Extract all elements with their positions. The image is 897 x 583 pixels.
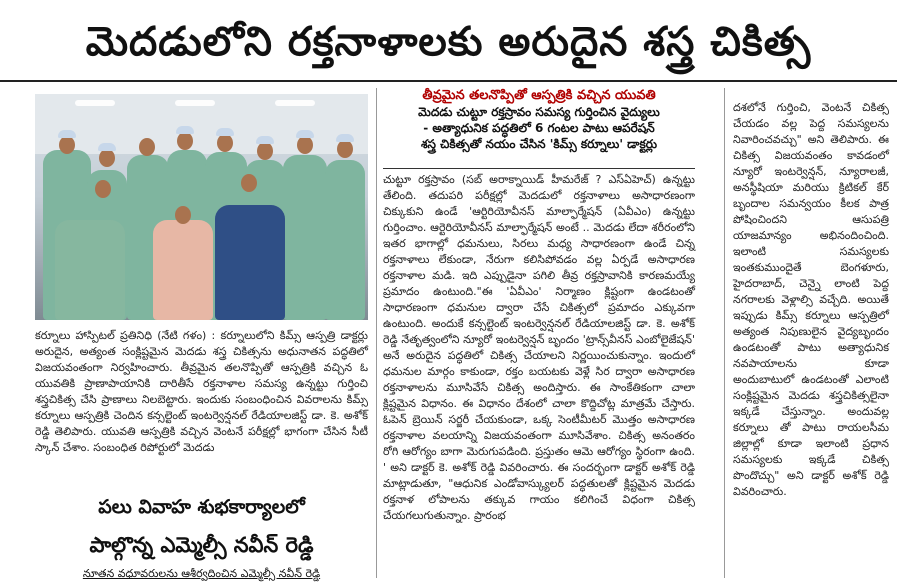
seated-doctor-figure [55, 220, 125, 320]
ad-heading-line1: పలు వివాహ శుభకార్యాలలో [98, 496, 305, 518]
person-head [257, 142, 273, 160]
doctor-figure [283, 155, 327, 320]
person-head [175, 206, 191, 224]
subheadline-rule [383, 168, 695, 169]
subheadline: మెదడు చుట్టూ రక్తస్రావం సమస్య గుర్తించిన వైద్యులు [418, 105, 660, 119]
news-photo [35, 94, 368, 320]
subheadline: శస్త్ర చికిత్సతో నయం చేసిన 'కిమ్స్ కర్నూలు' డాక్టర్లు [420, 137, 658, 151]
surgical-cap [58, 130, 76, 138]
headline: మెదడులోని రక్తనాళాలకు అరుదైన శస్త్ర చికిత్స [85, 19, 812, 65]
surgical-cap [256, 136, 274, 144]
article-paragraph: కర్నూలు హాస్పిటల్ ప్రతినిధి (నేటి గళం) : కర్నూలులోని కిమ్స్ ఆస్పత్రి డాక్టర్లు అరుదైన, అత్యంత సంక్లిష్టమైన మెదడు శస్త్ర చికిత్సను అధునాతన పద్ధతిలో విజయవంతంగా నిర్వహించారు. తీవ్రమైన తలనొప్పితో ఆస్పత్రికి వచ్చిన ఓ యువతికి ప్రాణాపాయానికి దారితీసే రక్తనాళాల సమస్య ఉన్నట్టు గుర్తించి శస్త్రచికిత్స చేసి ప్రాణాలు నిలబెట్టారు. ఇందుకు సంబంధించిన వివరాలను కిమ్స్ కర్నూలు ఆస్పత్రికి చెందిన కన్సల్టెంట్ ఇంటర్వెన్షనల్ రేడియాలజిస్ట్ డా. కె. అశోక్ రెడ్డి తెలిపారు. యువతి ఆస్పత్రికి వచ్చిన వెంటనే పరీక్షల్లో భాగంగా చేసిన సీటీ స్కాన్ చేశాం. సంబంధిత రిపోర్టులో మెదడు [35, 329, 368, 454]
surgical-cap [98, 143, 116, 151]
ad-subheading: నూతన వధూవరులను ఆశీర్వదించిన ఎమ్మెల్సీ నవీన్ రెడ్డి [82, 567, 321, 580]
article-column-3 [733, 100, 889, 500]
column-divider [376, 88, 377, 578]
article-column-1 [35, 328, 368, 456]
article-paragraph: చుట్టూ రక్తస్రావం (సబ్ అరాక్నాయిడ్ హీమరేజ్ ? ఎస్ఏహెచ్) ఉన్నట్టు తేలింది. తదుపరి పరీక్షల్లో మెదడులో రక్తనాళాలు అసాధారణంగా చిక్కుకుని ఉండే 'ఆర్టిరియోవీనస్ మాల్ఫార్మేషన్ (ఏవీఎం) ఉన్నట్టు గుర్తించాం. ఆర్టెరియోవీనస్ మాల్ఫార్మేషన్ అంటే .. మెదడు లేదా శరీరంలోని ఇతర భాగాల్లో ధమనులు, సిరలు మధ్య సాధారణంగా ఉండే చిన్న రక్తనాళాలు లేకుండా, నేరుగా కలిసిపోవడం వల్ల ఏర్పడే అసాధారణ రక్తనాళాల మడి. ఇది ఎప్పుడైనా పగిలి తీవ్ర రక్తస్రావానికి కారణమయ్యే ప్రమాదం ఉంటుంది."ఈ 'ఏవీఎం' నిర్మాణం క్లిష్టంగా ఉండటంతో సాధారణంగా ధమనుల ద్వారా చేసే చికిత్సలో ప్రమాదం ఎక్కువగా ఉంటుంది. అందుకే కన్సల్టెంట్ ఇంటర్వెన్షనల్ రేడియాలజిస్ట్ డా. కె. అశోక్ రెడ్డి నేతృత్వంలోని న్యూరో ఇంటర్వెన్షన్ బృందం 'ట్రాన్స్‌వీనస్ ఎంబోలైజేషన్' అనే అరుదైన పద్ధతిలో చికిత్స చేయాలని నిర్ణయించుకున్నాం. ఇందులో ధమనుల మార్గం కాకుండా, రక్తం బయటకు వెళ్లే సిర ద్వారా అసాధారణ రక్తనాళాలను మూసివేసే చికిత్స అందిస్తారు. ఈ సాంకేతికంగా చాలా క్లిష్టమైన విధానం. ఈ విధానం దేశంలో చాలా కొద్దిచోట్ల మాత్రమే చేస్తారు. ఓపెన్ బ్రెయిన్ సర్జరీ చేయకుండా, ఒక్క సెంటీమీటర్ మొత్తం అసాధారణ రక్తనాళాల వలయాన్ని విజయవంతంగా మూసివేశాం. చికిత్స అనంతరం రోగి ఆరోగ్యం బాగా మెరుగుపడింది. ప్రస్తుతం ఆమె ఆరోగ్యం స్థిరంగా ఉంది. ' అని డాక్టర్ కె. అశోక్ రెడ్డి వివరించారు. ఈ సందర్భంగా డాక్టర్ అశోక్ రెడ్డి మాట్లాడుతూ, "ఆధునిక ఎండోవాస్క్యులర్ పద్ధతులతో క్లిష్టమైన మెదడు రక్తనాళ లోపాలను తక్కువ గాయం కలిగించే విధంగా చికిత్స చేయగలుగుతున్నాం. ప్రారంభ [383, 173, 696, 522]
ceiling-light [275, 100, 315, 106]
subheadline: - అత్యాధునిక పద్ధతిలో 6 గంటల పాటు ఆపరేషన్ [423, 121, 655, 135]
surgical-cap [216, 128, 234, 136]
surgical-cap [176, 126, 194, 134]
seated-doctor-figure [215, 205, 285, 320]
person-head [139, 138, 155, 156]
person-head [297, 136, 313, 154]
subheadline-block [383, 88, 695, 152]
person-head [337, 140, 353, 158]
person-head [59, 136, 75, 154]
ceiling-light [175, 100, 215, 106]
surgical-cap [336, 134, 354, 142]
surgical-cap [296, 130, 314, 138]
headline-rule [0, 80, 897, 82]
person-head [95, 180, 111, 198]
person-head [217, 134, 233, 152]
article-column-2 [383, 172, 695, 524]
doctor-figure [325, 160, 365, 320]
subheadline: తీవ్రమైన తలనొప్పితో ఆస్పత్రికి వచ్చిన యువతి [422, 88, 656, 103]
person-head [241, 174, 257, 192]
person-head [99, 149, 115, 167]
column-divider [724, 88, 725, 578]
article-paragraph: దశలోనే గుర్తించి, వెంటనే చికిత్స చేయడం వల్ల పెద్ద సమస్యలను నివారించవచ్చు" అని తెలిపారు. ఈ చికిత్స విజయవంతం కావడంలో న్యూరో ఇంటర్వెన్షన్, న్యూరాలజీ, అనస్థీషియా మరియు క్రిటికల్ కేర్ బృందాల సమన్వయం కీలక పాత్ర పోషించిందని ఆసుపత్రి యాజమాన్యం అభినందించింది. ఇలాంటి సమస్యలకు ఇంతకుముందైతే బెంగళూరు, హైదరాబాద్, చెన్నై లాంటి పెద్ద నగరాలకు వెళ్లాల్సి వచ్చేది. అయితే ఇప్పుడు కిమ్స్ కర్నూలు ఆస్పత్రిలో అత్యంత నిపుణులైన వైద్యబృందం ఉండటంతో పాటు అత్యాధునిక నవపాయాలను కూడా అందుబాటులో ఉండటంతో ఎలాంటి సంక్లిష్టమైన మెదడు శస్త్రచికిత్సలైనా ఇక్కడే చేస్తున్నాం. అందువల్ల కర్నూలు తో పాటు రాయలసీమ జిల్లాల్లో కూడా ఇలాంటి ప్రధాన సమస్యలకు ఇక్కడే చికిత్స పొందొచ్చు" అని డాక్టర్ అశోక్ రెడ్డి వివరించారు. [733, 101, 889, 498]
ad-heading-line2: పాల్గొన్న ఎమ్మెల్సీ నవీన్ రెడ్డి [89, 533, 314, 557]
person-head [177, 132, 193, 150]
patient-figure [153, 220, 213, 320]
ceiling-light [75, 100, 115, 106]
